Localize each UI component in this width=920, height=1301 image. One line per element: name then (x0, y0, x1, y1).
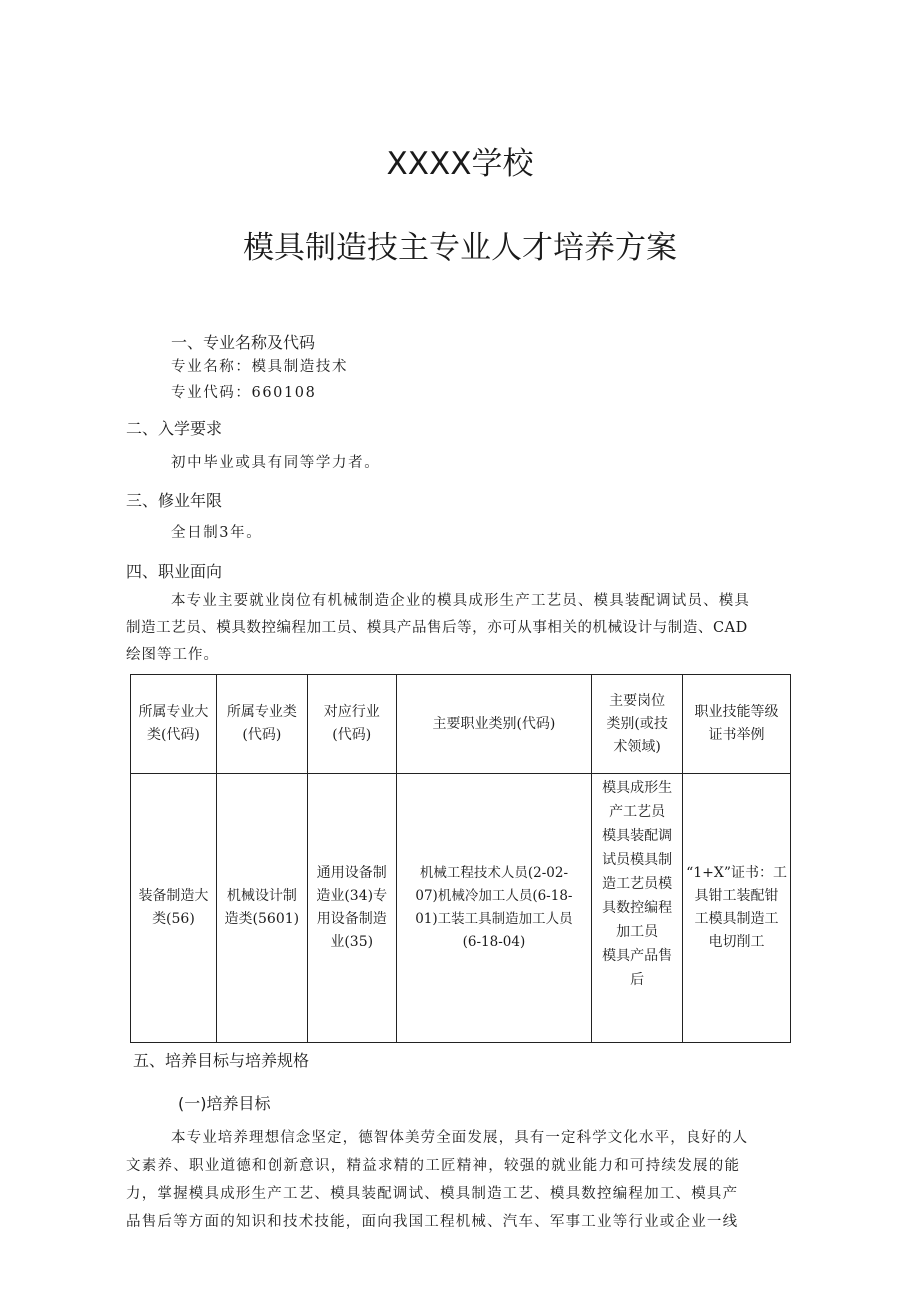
cell-occupation: 机械工程技术人员(2-02- 07)机械冷加工人员(6-18- 01)工装工具制造加工人员 (6-18-04) (396, 774, 592, 1043)
major-code-line: 专业代码：660108 (171, 385, 317, 401)
paragraph-line: 本专业主要就业岗位有机械制造企业的模具成形生产工艺员、模具装配调试员、模具 (171, 593, 751, 609)
header-cell-major-category: 所属专业大 类(代码) (131, 675, 217, 774)
header-cell-major-class: 所属专业类 (代码) (216, 675, 307, 774)
paragraph-line: 文素养、职业道德和创新意识，精益求精的工匠精神，较强的就业能力和可持续发展的能 (126, 1158, 741, 1174)
paragraph-line: 本专业培养理想信念坚定，德智体美劳全面发展，具有一定科学文化水平，良好的人 (171, 1130, 749, 1146)
paragraph-line: 品售后等方面的知识和技术技能，面向我国工程机械、汽车、军事工业等行业或企业一线 (126, 1214, 739, 1230)
header-cell-occupation: 主要职业类别(代码) (396, 675, 592, 774)
training-goal-paragraph (126, 1124, 796, 1236)
header-cell-certificates: 职业技能等级 证书举例 (683, 675, 791, 774)
study-duration: 全日制3年。 (171, 525, 263, 541)
paragraph-line: 绘图等工作。 (126, 647, 219, 663)
admission-requirement: 初中毕业或具有同等学力者。 (171, 455, 381, 471)
occupation-table (130, 674, 791, 1043)
section-2-heading: 二、入学要求 (126, 419, 223, 438)
document-title: 模具制造技主专业人才培养方案 (243, 230, 677, 266)
header-cell-positions: 主要岗位 类别(或技 术领域) (592, 675, 683, 774)
cell-positions: 模具成形生 产工艺员 模具装配调 试员模具制 造工艺员模 具数控编程 加工员 模具产品售 后 (592, 774, 683, 1043)
cell-industry: 通用设备制 造业(34)专 用设备制造 业(35) (307, 774, 396, 1043)
header-cell-industry: 对应行业 (代码) (307, 675, 396, 774)
section-5-heading: 五、培养目标与培养规格 (133, 1051, 310, 1070)
section-3-heading: 三、修业年限 (126, 491, 223, 510)
major-name-line: 专业名称：模具制造技术 (171, 359, 349, 375)
cell-major-class: 机械设计制 造类(5601) (216, 774, 307, 1043)
section-4-heading: 四、职业面向 (126, 562, 223, 581)
paragraph-line: 力，掌握模具成形生产工艺、模具装配调试、模具制造工艺、模具数控编程加工、模具产 (126, 1186, 739, 1202)
school-name: XXXX学校 (386, 146, 534, 182)
cell-certificates: “1+X”证书：工 具钳工装配钳 工模具制造工 电切削工 (683, 774, 791, 1043)
cell-major-category: 装备制造大 类(56) (131, 774, 217, 1043)
section-1-heading: 一、专业名称及代码 (171, 333, 316, 352)
training-goal-subheading: (一)培养目标 (178, 1094, 271, 1113)
table-header-row (131, 675, 791, 774)
paragraph-line: 制造工艺员、模具数控编程加工员、模具产品售后等，亦可从事相关的机械设计与制造、CAD (126, 620, 748, 636)
table-row (131, 774, 791, 1043)
career-orientation-paragraph (126, 588, 796, 669)
